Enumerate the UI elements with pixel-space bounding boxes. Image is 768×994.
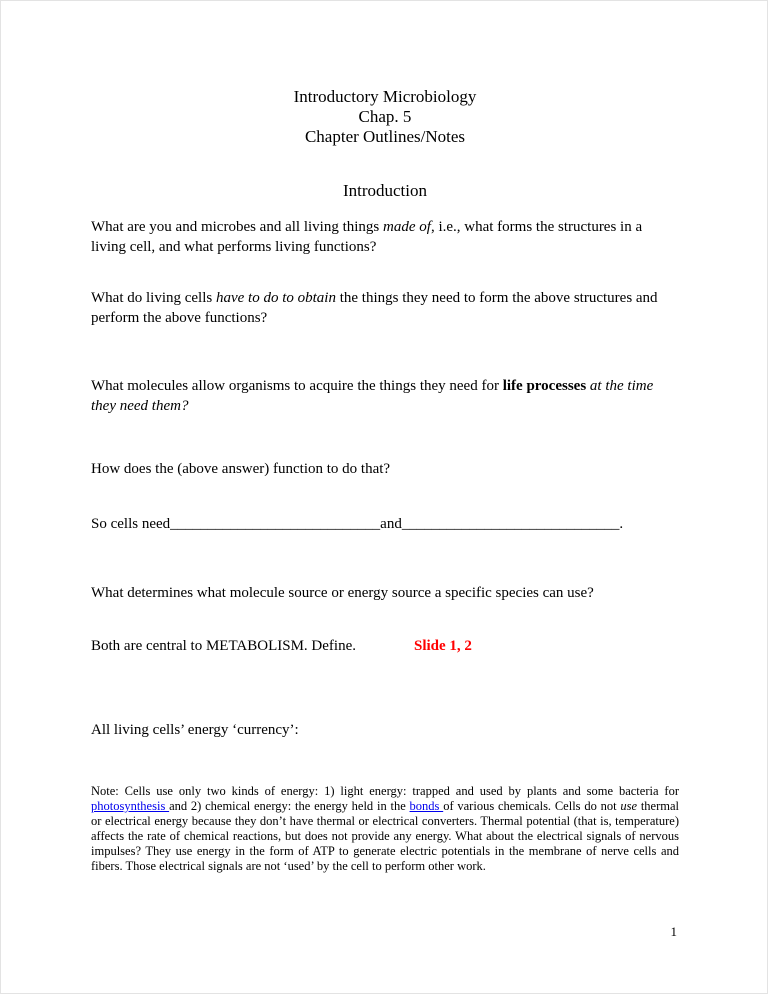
italic-text-segment: use	[620, 799, 638, 813]
blank-line-2: _____________________________	[401, 516, 620, 532]
doc-title-line-3: Chapter Outlines/Notes	[304, 127, 466, 146]
doc-title-line-2: Chap. 5	[358, 107, 412, 126]
text-segment: .	[619, 516, 624, 532]
document-content	[91, 87, 679, 874]
text-segment: and 2) chemical energy: the energy held in the	[169, 799, 410, 813]
text-segment: What do living cells	[91, 290, 216, 306]
paragraph-function-question: How does the (above answer) function to do that?	[91, 461, 391, 477]
text-segment: thermal or electrical energy because they don’t have thermal or electrical converters. Thermal potential (that is, temperature) affects the rate of chemical reactions, but does not provide any energy. What about the electrical signals of nervous impulses? They use energy in the form of ATP to generate electric potentials in the membrane of nerve cells and fibers. Those electrical signals are not ‘used’ by the cell to perform other work.	[91, 799, 679, 873]
text-segment: What are you and microbes and all living things	[91, 219, 384, 235]
text-segment: and	[380, 516, 402, 532]
bonds-link[interactable]: bonds	[409, 799, 444, 813]
paragraph-life-processes-question	[91, 376, 679, 416]
text-segment: , i.e., what forms the structures in a living cell, and what performs living functions?	[91, 219, 643, 255]
doc-title-line-1: Introductory Microbiology	[293, 87, 477, 106]
paragraph-source-question: What determines what molecule source or energy source a specific species can use?	[91, 585, 594, 601]
document-title-block	[91, 87, 679, 147]
text-segment: So cells need	[91, 516, 171, 532]
text-segment: Both are central to METABOLISM. Define.	[91, 638, 356, 654]
paragraph-obtain-question	[91, 288, 679, 328]
paragraph-made-of-question	[91, 217, 679, 257]
footnote-paragraph	[91, 784, 679, 874]
paragraph-fill-in-blanks	[91, 514, 679, 534]
slide-reference-text: Slide 1, 2	[413, 638, 472, 654]
text-segment: the things they need to form the above structures and perform the above functions?	[91, 290, 658, 326]
bold-text-segment: life processes	[502, 378, 587, 394]
paragraph-energy-currency: All living cells’ energy ‘currency’:	[91, 722, 299, 738]
page-number: 1	[670, 924, 677, 939]
section-heading-introduction: Introduction	[342, 181, 428, 200]
italic-text-segment: have to do to obtain	[215, 290, 336, 306]
text-segment: of various chemicals. Cells do not	[443, 799, 621, 813]
text-segment: What molecules allow organisms to acquire the things they need for	[91, 378, 503, 394]
italic-text-segment: at the time they need them?	[91, 378, 654, 414]
text-segment: Note: Cells use only two kinds of energy: 1) light energy: trapped and used by plants and some bacteria for	[91, 784, 679, 798]
italic-text-segment: made of	[383, 219, 431, 235]
paragraph-metabolism	[91, 636, 679, 656]
photosynthesis-link[interactable]: photosynthesis	[91, 799, 170, 813]
blank-line-1: ____________________________	[170, 516, 381, 532]
